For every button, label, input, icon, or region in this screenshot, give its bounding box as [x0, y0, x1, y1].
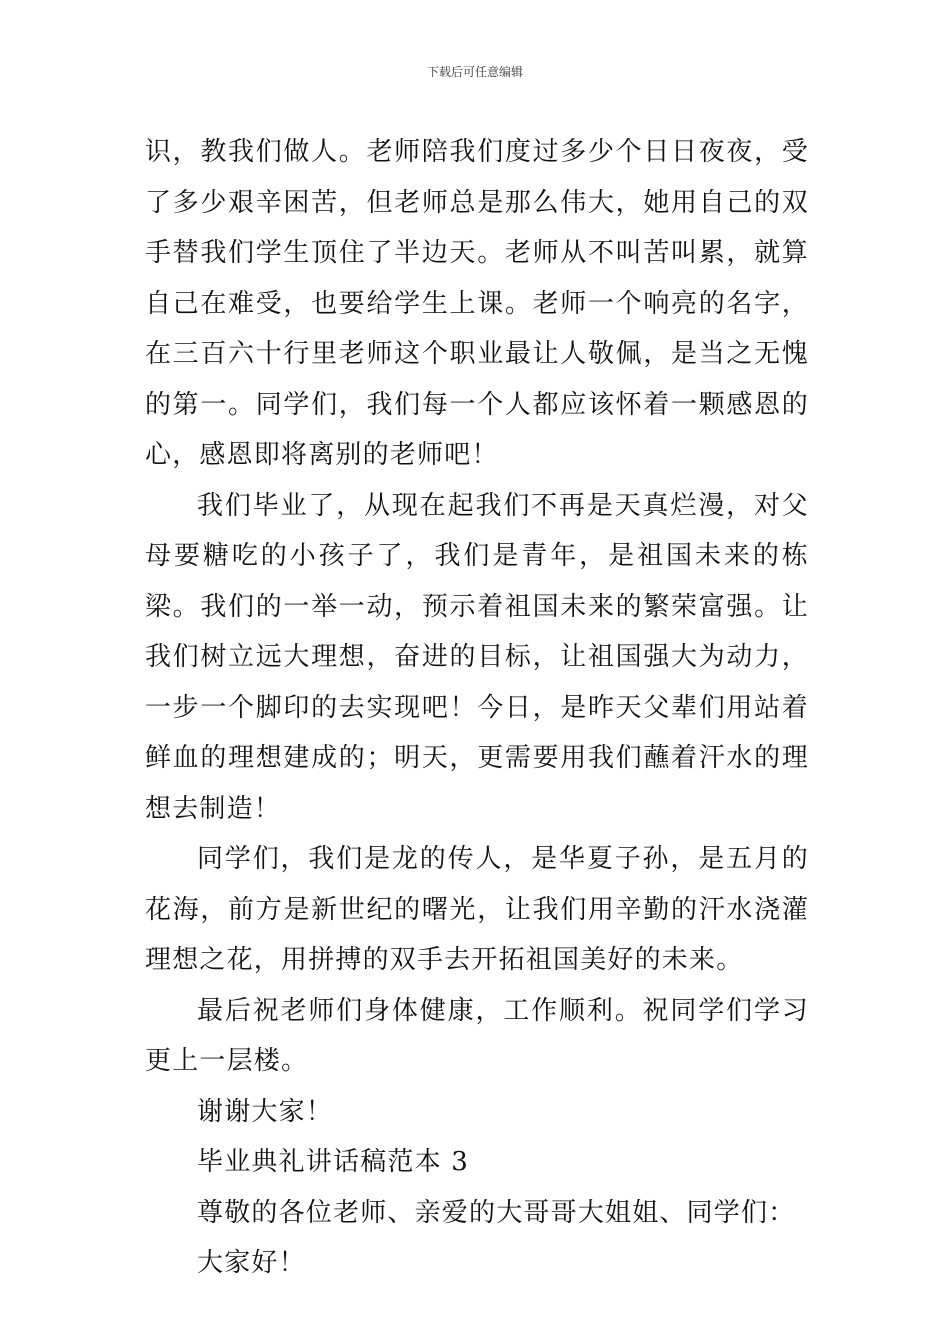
- document-body: [145, 127, 809, 1289]
- section-heading: 毕业典礼讲话稿范本 3: [197, 1147, 470, 1177]
- salutation: 尊敬的各位老师、亲爱的大哥哥大姐姐、同学们：: [197, 1197, 796, 1228]
- paragraph-5: 谢谢大家！: [197, 1096, 334, 1127]
- page-header-note: 下载后可任意编辑: [426, 65, 523, 79]
- paragraph-2: 我们毕业了，从现在起我们不再是天真烂漫，对父母要糖吃的小孩子了，我们是青年，是祖国未来的栋梁。我们的一举一动，预示着祖国未来的繁荣富强。让我们树立远大理想，奋进的目标，让祖国强大为动力，一步一个脚印的去实现吧！今日，是昨天父辈们用站着鲜血的理想建成的；明天，更需要用我们蘸着汗水的理想去制造！: [145, 490, 809, 824]
- paragraph-1: 识，教我们做人。老师陪我们度过多少个日日夜夜，受了多少艰辛困苦，但老师总是那么伟大，她用自己的双手替我们学生顶住了半边天。老师从不叫苦叫累，就算自己在难受，也要给学生上课。老师一个响亮的名字，在三百六十行里老师这个职业最让人敬佩，是当之无愧的第一。同学们，我们每一个人都应该怀着一颗感恩的心，感恩即将离别的老师吧！: [145, 137, 809, 470]
- greeting: 大家好！: [197, 1248, 306, 1278]
- paragraph-4: 最后祝老师们身体健康，工作顺利。祝同学们学习更上一层楼。: [145, 995, 809, 1076]
- paragraph-3: 同学们，我们是龙的传人，是华夏子孙，是五月的花海，前方是新世纪的曙光，让我们用辛勤的汗水浇灌理想之花，用拼搏的双手去开拓祖国美好的未来。: [145, 844, 809, 975]
